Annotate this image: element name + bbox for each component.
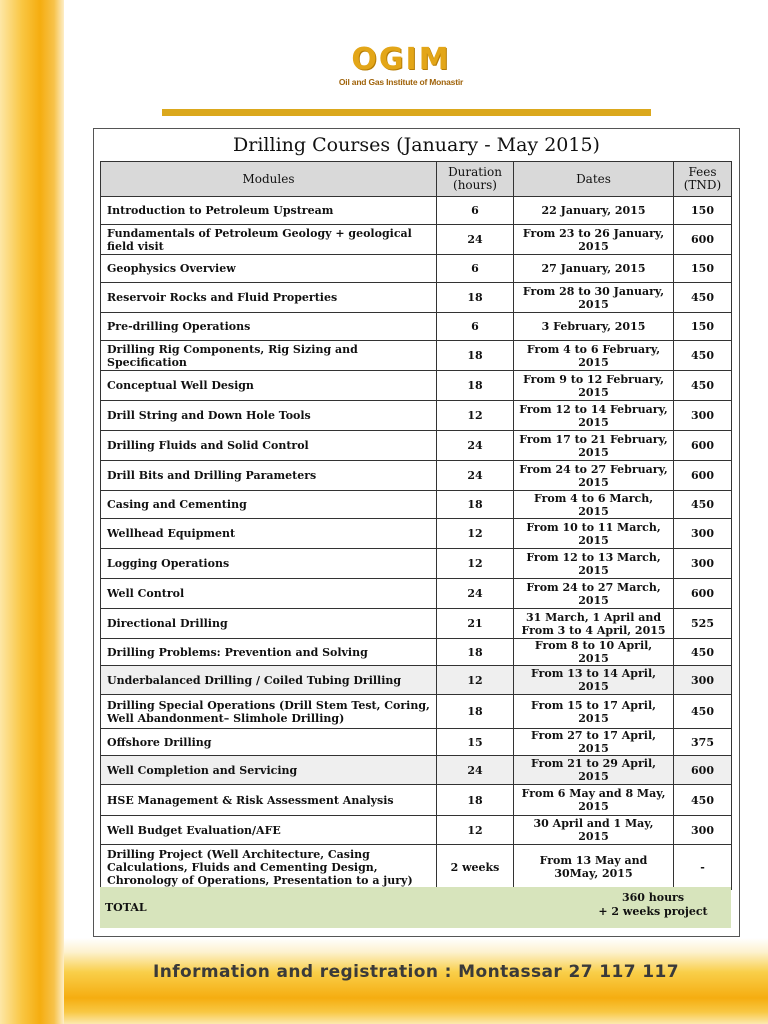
fees-cell: 450 — [674, 695, 732, 729]
duration-cell: 24 — [437, 756, 514, 785]
fees-cell: 450 — [674, 785, 732, 816]
footer-contact: Information and registration : Montassar 27 117 117 — [153, 962, 679, 982]
header-fees: Fees (TND) — [674, 162, 732, 197]
table-row — [101, 845, 732, 890]
dates-cell: From 21 to 29 April, 2015 — [514, 756, 674, 785]
duration-cell: 24 — [437, 225, 514, 255]
fees-cell: 600 — [674, 431, 732, 461]
table-row — [101, 225, 732, 255]
fees-cell: 150 — [674, 313, 732, 341]
module-cell: HSE Management & Risk Assessment Analysis — [101, 785, 437, 816]
header-duration: Duration (hours) — [437, 162, 514, 197]
module-cell: Drill Bits and Drilling Parameters — [101, 461, 437, 491]
module-cell: Conceptual Well Design — [101, 371, 437, 401]
table-row — [101, 756, 732, 785]
duration-cell: 12 — [437, 401, 514, 431]
table-row — [101, 461, 732, 491]
module-cell: Drilling Problems: Prevention and Solving — [101, 639, 437, 666]
table-row — [101, 639, 732, 666]
header-dates: Dates — [514, 162, 674, 197]
module-cell: Well Budget Evaluation/AFE — [101, 816, 437, 845]
fees-cell: 450 — [674, 639, 732, 666]
duration-cell: 18 — [437, 785, 514, 816]
dates-cell: From 9 to 12 February, 2015 — [514, 371, 674, 401]
total-row — [100, 887, 731, 928]
table-row — [101, 549, 732, 579]
duration-cell: 18 — [437, 639, 514, 666]
fees-cell: 300 — [674, 401, 732, 431]
table-row — [101, 341, 732, 371]
fees-cell: 450 — [674, 341, 732, 371]
duration-cell: 18 — [437, 283, 514, 313]
duration-cell: 18 — [437, 341, 514, 371]
dates-cell: From 24 to 27 February, 2015 — [514, 461, 674, 491]
duration-cell: 6 — [437, 313, 514, 341]
page-title: Drilling Courses (January - May 2015) — [233, 134, 600, 156]
table-row — [101, 785, 732, 816]
duration-cell: 24 — [437, 579, 514, 609]
module-cell: Drilling Special Operations (Drill Stem Test, Coring, Well Abandonment– Slimhole Drilling) — [101, 695, 437, 729]
module-cell: Casing and Cementing — [101, 491, 437, 519]
logo-subtitle: Oil and Gas Institute of Monastir — [338, 77, 464, 87]
module-cell: Directional Drilling — [101, 609, 437, 639]
module-cell: Logging Operations — [101, 549, 437, 579]
fees-cell: 300 — [674, 549, 732, 579]
module-cell: Well Completion and Servicing — [101, 756, 437, 785]
left-decorative-bar — [0, 0, 64, 1024]
module-cell: Drilling Project (Well Architecture, Casing Calculations, Fluids and Cementing Design, Chronology of Operations, Presentation to a jury) — [101, 845, 437, 890]
table-header-row — [101, 162, 732, 197]
module-cell: Offshore Drilling — [101, 729, 437, 756]
duration-cell: 6 — [437, 197, 514, 225]
table-row — [101, 666, 732, 695]
table-row — [101, 283, 732, 313]
module-cell: Pre-drilling Operations — [101, 313, 437, 341]
dates-cell: 22 January, 2015 — [514, 197, 674, 225]
duration-cell: 18 — [437, 695, 514, 729]
table-row — [101, 519, 732, 549]
logo-wordmark: OGIM — [351, 42, 451, 77]
duration-cell: 21 — [437, 609, 514, 639]
dates-cell: From 6 May and 8 May, 2015 — [514, 785, 674, 816]
module-cell: Drilling Fluids and Solid Control — [101, 431, 437, 461]
duration-cell: 2 weeks — [437, 845, 514, 890]
module-cell: Fundamentals of Petroleum Geology + geological field visit — [101, 225, 437, 255]
fees-cell: 300 — [674, 816, 732, 845]
fees-cell: 450 — [674, 371, 732, 401]
dates-cell: From 12 to 13 March, 2015 — [514, 549, 674, 579]
dates-cell: 27 January, 2015 — [514, 255, 674, 283]
fees-cell: 450 — [674, 283, 732, 313]
table-row — [101, 401, 732, 431]
dates-cell: From 4 to 6 February, 2015 — [514, 341, 674, 371]
duration-cell: 24 — [437, 431, 514, 461]
table-row — [101, 313, 732, 341]
table-row — [101, 729, 732, 756]
module-cell: Geophysics Overview — [101, 255, 437, 283]
dates-cell: From 13 May and 30May, 2015 — [514, 845, 674, 890]
courses-table — [100, 161, 732, 890]
duration-cell: 12 — [437, 519, 514, 549]
total-value: 360 hours + 2 weeks project — [598, 891, 708, 918]
table-row — [101, 579, 732, 609]
duration-cell: 6 — [437, 255, 514, 283]
table-row — [101, 197, 732, 225]
table-row — [101, 695, 732, 729]
dates-cell: From 13 to 14 April, 2015 — [514, 666, 674, 695]
table-row — [101, 816, 732, 845]
module-cell: Wellhead Equipment — [101, 519, 437, 549]
fees-cell: 600 — [674, 461, 732, 491]
duration-cell: 24 — [437, 461, 514, 491]
dates-cell: From 24 to 27 March, 2015 — [514, 579, 674, 609]
duration-cell: 12 — [437, 549, 514, 579]
dates-cell: From 12 to 14 February, 2015 — [514, 401, 674, 431]
header-modules: Modules — [101, 162, 437, 197]
table-row — [101, 609, 732, 639]
fees-cell: 300 — [674, 666, 732, 695]
module-cell: Drilling Rig Components, Rig Sizing and Specification — [101, 341, 437, 371]
duration-cell: 15 — [437, 729, 514, 756]
table-body — [101, 197, 732, 890]
fees-cell: - — [674, 845, 732, 890]
module-cell: Reservoir Rocks and Fluid Properties — [101, 283, 437, 313]
fees-cell: 450 — [674, 491, 732, 519]
dates-cell: From 4 to 6 March, 2015 — [514, 491, 674, 519]
total-label: TOTAL — [105, 901, 147, 914]
fees-cell: 600 — [674, 756, 732, 785]
module-cell: Underbalanced Drilling / Coiled Tubing Drilling — [101, 666, 437, 695]
dates-cell: From 10 to 11 March, 2015 — [514, 519, 674, 549]
table-row — [101, 431, 732, 461]
dates-cell: From 15 to 17 April, 2015 — [514, 695, 674, 729]
dates-cell: From 8 to 10 April, 2015 — [514, 639, 674, 666]
duration-cell: 18 — [437, 491, 514, 519]
dates-cell: From 27 to 17 April, 2015 — [514, 729, 674, 756]
fees-cell: 300 — [674, 519, 732, 549]
module-cell: Well Control — [101, 579, 437, 609]
fees-cell: 600 — [674, 579, 732, 609]
dates-cell: From 23 to 26 January, 2015 — [514, 225, 674, 255]
fees-cell: 600 — [674, 225, 732, 255]
table-row — [101, 255, 732, 283]
fees-cell: 375 — [674, 729, 732, 756]
fees-cell: 150 — [674, 255, 732, 283]
dates-cell: 31 March, 1 April and From 3 to 4 April, 2015 — [514, 609, 674, 639]
ogim-logo — [338, 44, 464, 96]
dates-cell: 3 February, 2015 — [514, 313, 674, 341]
module-cell: Introduction to Petroleum Upstream — [101, 197, 437, 225]
header-divider — [162, 109, 651, 116]
courses-panel — [93, 128, 740, 937]
table-row — [101, 371, 732, 401]
dates-cell: From 17 to 21 February, 2015 — [514, 431, 674, 461]
table-row — [101, 491, 732, 519]
fees-cell: 525 — [674, 609, 732, 639]
dates-cell: 30 April and 1 May, 2015 — [514, 816, 674, 845]
duration-cell: 12 — [437, 816, 514, 845]
fees-cell: 150 — [674, 197, 732, 225]
duration-cell: 12 — [437, 666, 514, 695]
module-cell: Drill String and Down Hole Tools — [101, 401, 437, 431]
dates-cell: From 28 to 30 January, 2015 — [514, 283, 674, 313]
duration-cell: 18 — [437, 371, 514, 401]
